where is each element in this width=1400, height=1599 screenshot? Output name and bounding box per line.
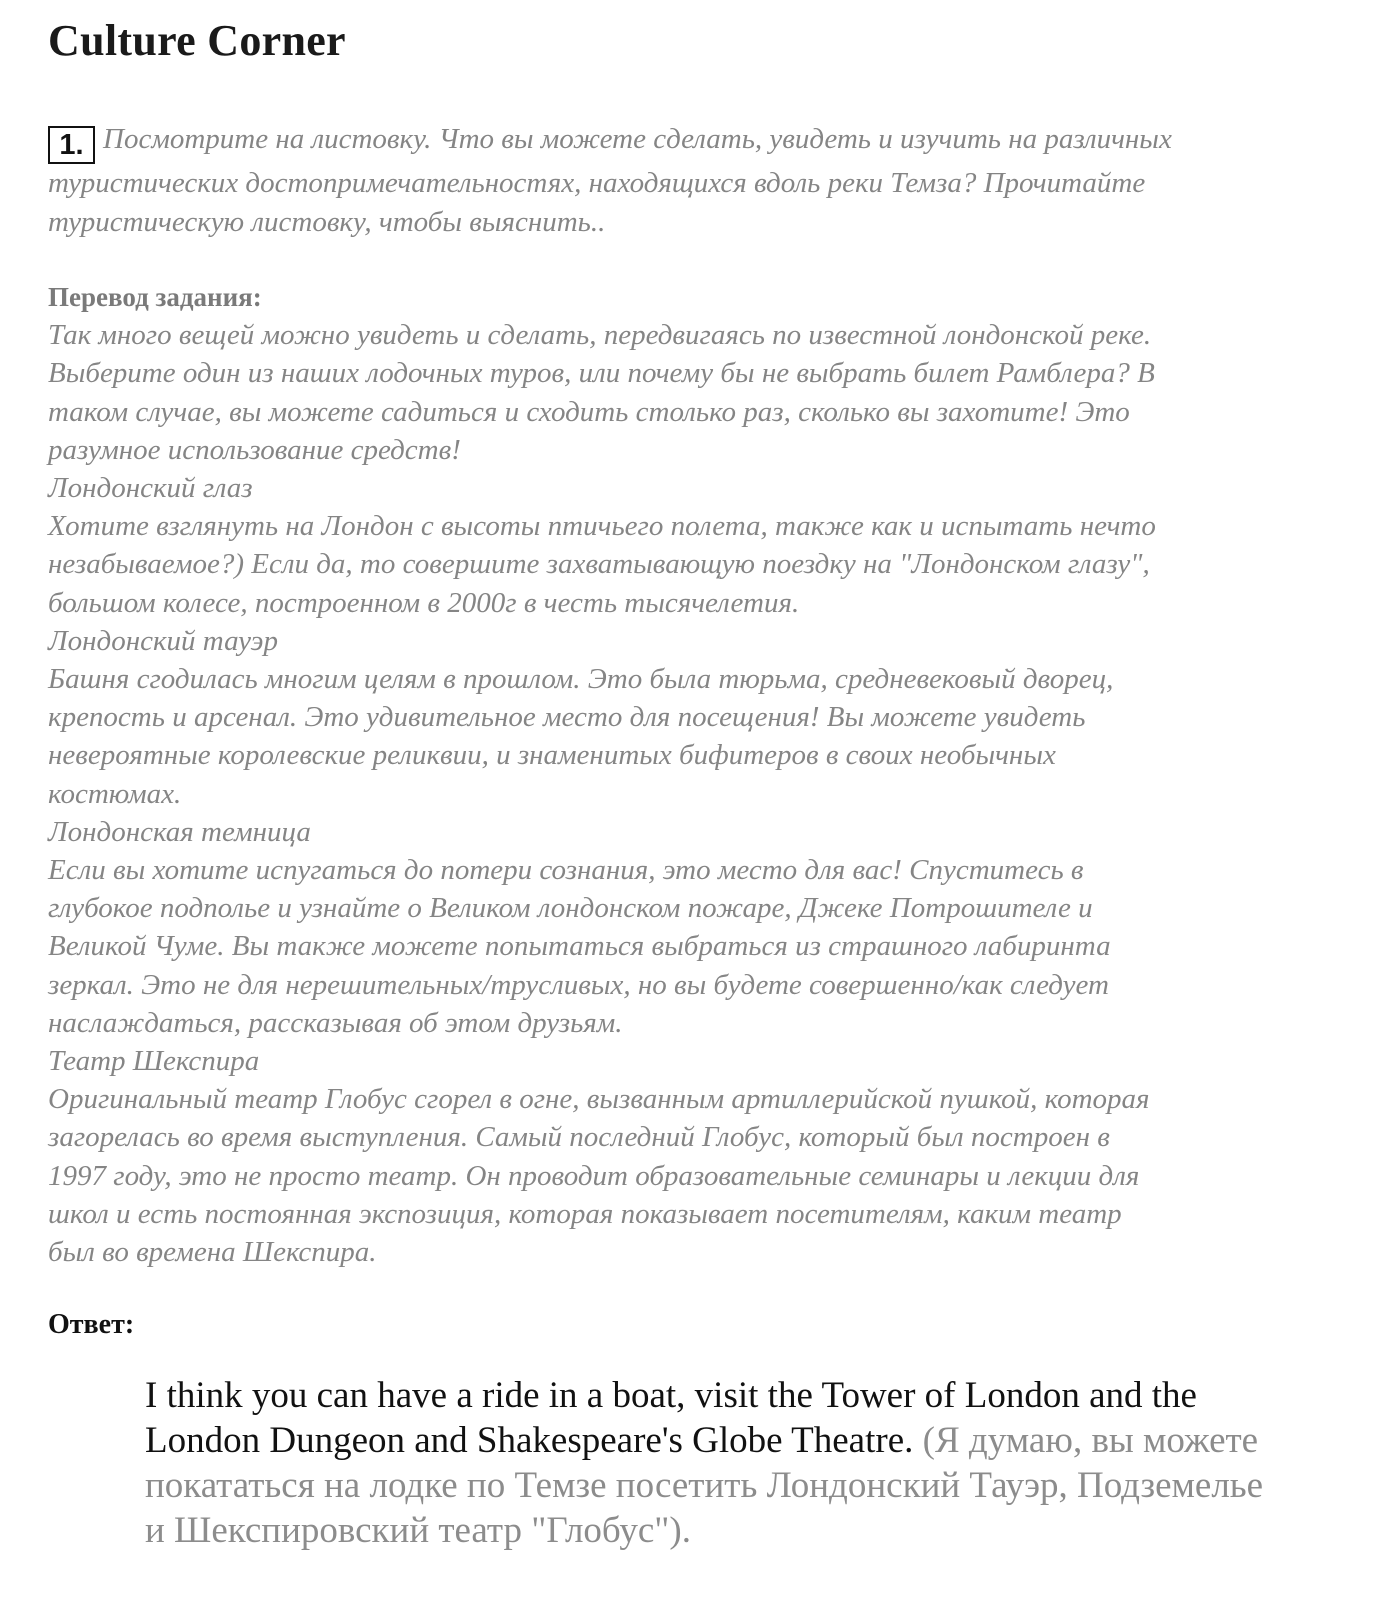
task-line-2: туристических достопримечательностях, находящихся вдоль реки Темза? Прочитайте	[48, 167, 1146, 199]
answer-line-1: I think you can have a ride in a boat, visit the Tower of London and the	[145, 1375, 1197, 1416]
task-line-3: туристическую листовку, чтобы выяснить..	[48, 206, 606, 238]
translation-line: 1997 году, это не просто театр. Он проводит образовательные семинары и лекции для	[48, 1159, 1140, 1192]
translation-line: незабываемое?) Если да, то совершите захватывающую поездку на "Лондонском глазу",	[48, 548, 1150, 581]
translation-line: Так много вещей можно увидеть и сделать, передвигаясь по известной лондонской реке.	[48, 319, 1152, 352]
translation-line: наслаждаться, рассказывая об этом друзьям.	[48, 1006, 623, 1039]
task-text-1: Посмотрите на листовку. Что вы можете сделать, увидеть и изучить на различных	[103, 123, 1172, 155]
translation-line: костюмах.	[48, 777, 182, 810]
translation-line: Великой Чуме. Вы также можете попытаться выбраться из страшного лабиринта	[48, 930, 1111, 963]
task-line-1	[48, 120, 1348, 164]
translation-line: Оригинальный театр Глобус сгорел в огне, вызванным артиллерийской пушкой, которая	[48, 1083, 1150, 1116]
translation-line: был во времена Шекспира.	[48, 1236, 377, 1269]
task-instruction	[48, 120, 1348, 242]
translation-heading: Лондонский глаз	[48, 472, 253, 505]
answer-line-3: покататься на лодке по Темзе посетить Лондонский Тауэр, Подземелье	[145, 1465, 1264, 1506]
translation-line: Башня сгодилась многим целям в прошлом. Это была тюрьма, средневековый дворец,	[48, 663, 1114, 696]
answer-text	[145, 1373, 1345, 1553]
translation-label: Перевод задания:	[48, 282, 262, 312]
translation-line: зеркал. Это не для нерешительных/трусливых, но вы будете совершенно/как следует	[48, 968, 1109, 1001]
translation-line: Хотите взглянуть на Лондон с высоты птичьего полета, также как и испытать нечто	[48, 510, 1156, 543]
answer-english-end: London Dungeon and Shakespeare's Globe Theatre.	[145, 1420, 914, 1461]
translation-heading: Лондонский тауэр	[48, 624, 278, 657]
translation-line: крепость и арсенал. Это удивительное место для посещения! Вы можете увидеть	[48, 701, 1086, 734]
answer-russian-start: (Я думаю, вы можете	[913, 1420, 1259, 1461]
task-number-badge: 1.	[48, 126, 95, 164]
translation-line: разумное использование средств!	[48, 433, 461, 466]
translation-line: глубокое подполье и узнайте о Великом лондонском пожаре, Джеке Потрошителе и	[48, 892, 1093, 925]
translation-line: таком случае, вы можете садиться и сходить столько раз, сколько вы захотите! Это	[48, 395, 1130, 428]
translation-heading: Лондонская темница	[48, 815, 311, 848]
answer-line-4: и Шекспировский театр "Глобус").	[145, 1510, 691, 1551]
translation-line: большом колесе, построенном в 2000г в честь тысячелетия.	[48, 586, 800, 619]
translation-heading: Театр Шекспира	[48, 1045, 260, 1078]
translation-line: Если вы хотите испугаться до потери сознания, это место для вас! Спуститесь в	[48, 854, 1084, 887]
translation-line: невероятные королевские реликвии, и знаменитых бифитеров в своих необычных	[48, 739, 1056, 772]
answer-label: Ответ:	[48, 1309, 135, 1340]
translation-line: школ и есть постоянная экспозиция, которая показывает посетителям, каким театр	[48, 1197, 1122, 1230]
translation-line: загорелась во время выступления. Самый последний Глобус, который был построен в	[48, 1121, 1110, 1154]
task-translation	[48, 278, 1348, 1271]
answer-line-2	[145, 1418, 1345, 1463]
page-title: Culture Corner	[48, 16, 346, 65]
translation-line: Выберите один из наших лодочных туров, или почему бы не выбрать билет Рамблера? В	[48, 357, 1155, 390]
